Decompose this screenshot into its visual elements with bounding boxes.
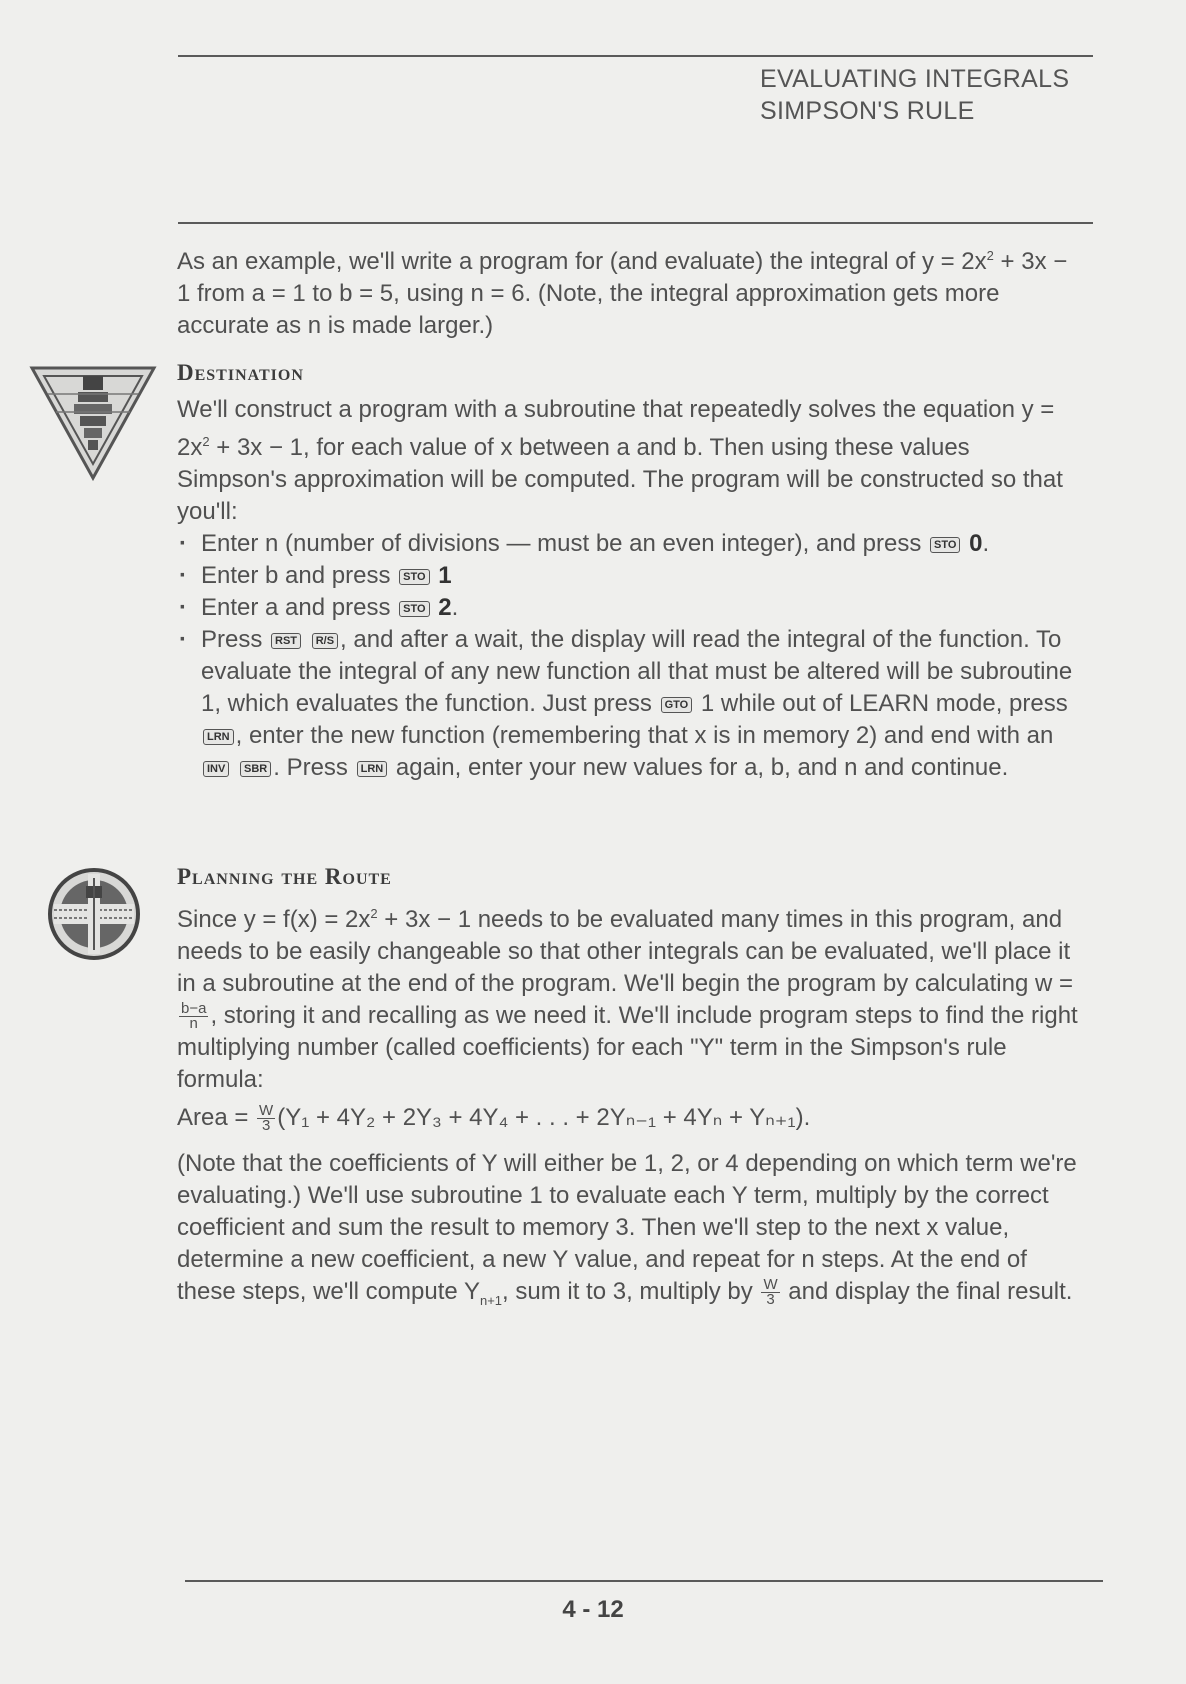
formula-fraction-denominator: 3 (261, 1117, 271, 1135)
bullet4-text-f: again, enter your new values for a, b, and n and continue. (389, 754, 1009, 781)
destination-paragraph (177, 394, 1082, 528)
bullet3-register: 2 (438, 594, 452, 621)
section-title-line2: SIMPSON'S RULE (760, 97, 975, 125)
planning-sup: 2 (370, 906, 378, 921)
planning2-text-c: and display the final result. (781, 1278, 1073, 1305)
w-fraction-denominator: n (189, 1015, 198, 1033)
header-bottom-rule (178, 222, 1093, 224)
w3-fraction-denominator: 3 (766, 1291, 775, 1309)
destination-text-b: + 3x − 1, for each value of x between a and b. Then using these values Simpson's approximation will be computed. The program will be constructed so that you'll: (177, 434, 1063, 525)
bullet4-text-d: , enter the new function (remembering that x is in memory 2) and end with an (235, 722, 1054, 749)
bullet2-text: Enter b and press (201, 562, 391, 589)
planning-text-a: Since y = f(x) = 2x (177, 906, 371, 933)
planning-text-c: , storing it and recalling as we need it. We'll include program steps to find the right multiplying number (called coefficients) for each "Y" term in the Simpson's rule formula: (177, 1002, 1078, 1093)
intro-sup: 2 (986, 248, 994, 263)
formula-lead: Area = (177, 1104, 256, 1131)
destination-steps-list (177, 528, 1082, 784)
bullet1-text: Enter n (number of divisions — must be an even integer), and press (201, 530, 922, 557)
destination-sup: 2 (202, 434, 210, 449)
bullet3-end: . (451, 594, 459, 621)
bullet4-text-b: , and after a wait, the display will read the integral of the function. To evaluate the integral of any new function all that must be altered will be subroutine 1, which evaluates the function. Just press (201, 626, 1073, 717)
formula-fraction (257, 1104, 275, 1133)
destination-text-a: We'll construct a program with a subroutine that repeatedly solves the equation y = 2x (177, 396, 1055, 461)
planning-paragraph-2 (177, 1148, 1082, 1317)
intro-paragraph (177, 240, 1082, 342)
w3-fraction-numerator: W (763, 1276, 778, 1294)
planning2-sub: n+1 (479, 1292, 503, 1308)
inv-key: INV (203, 761, 229, 777)
planning2-text-b: , sum it to 3, multiply by (502, 1278, 760, 1305)
destination-section (177, 360, 1082, 784)
sto-key: STO (399, 601, 429, 617)
intro-text-b: + 3x − 1 from a = 1 to b = 5, using n = 6. (Note, the integral approximation gets more accurate as n is made larger.) (177, 248, 1068, 339)
w-fraction-numerator: b−a (181, 1000, 207, 1018)
lrn-key: LRN (357, 761, 388, 777)
lrn-key: LRN (203, 729, 234, 745)
planning2-text-a: (Note that the coefficients of Y will either be 1, 2, or 4 depending on which term we're evaluating.) We'll use subroutine 1 to evaluate each Y term, multiply by the correct coefficient and sum the result to memory 3. Then we'll step to the next x value, determine a new coefficient, a new Y value, and repeat for n steps. At the end of these steps, we'll compute Y (177, 1150, 1077, 1305)
circle-map-icon (46, 866, 142, 967)
intro-block (177, 240, 1082, 342)
destination-heading: Destination (177, 360, 304, 385)
intro-text-a: As an example, we'll write a program for (and evaluate) the integral of y = 2x (177, 248, 987, 275)
bullet2-register: 1 (438, 562, 452, 589)
header-top-rule (178, 55, 1093, 57)
list-item (177, 560, 1082, 592)
sto-key: STO (399, 569, 429, 585)
bullet4-text-a: Press (201, 626, 263, 653)
list-item (177, 592, 1082, 624)
bullet1-register: 0 (969, 530, 983, 557)
run-stop-key: R/S (312, 633, 338, 649)
w-fraction (179, 1002, 208, 1031)
bullet4-text-e: . Press (273, 754, 348, 781)
section-title-line1: EVALUATING INTEGRALS (760, 65, 1070, 93)
gto-key: GTO (661, 697, 693, 713)
page-number: 4 - 12 (562, 1596, 624, 1623)
rst-key: RST (271, 633, 301, 649)
sto-key: STO (930, 537, 960, 553)
bullet1-end: . (982, 530, 990, 557)
planning-section (177, 864, 1082, 1317)
planning-heading: Planning the Route (177, 864, 392, 889)
footer-rule (185, 1580, 1103, 1582)
list-item (177, 528, 1082, 560)
triangle-signpost-icon (28, 364, 158, 487)
bullet3-text: Enter a and press (201, 594, 391, 621)
formula-fraction-numerator: W (259, 1102, 274, 1120)
w3-fraction (761, 1278, 779, 1307)
simpson-formula (177, 1102, 1082, 1134)
planning-paragraph (177, 898, 1082, 1096)
sbr-key: SBR (240, 761, 271, 777)
list-item (177, 624, 1082, 784)
bullet4-text-c: 1 while out of LEARN mode, press (694, 690, 1068, 717)
section-title (760, 63, 1069, 127)
planning-text-b: + 3x − 1 needs to be evaluated many times in this program, and needs to be easily changeable so that other integrals can be evaluated, we'll place it in a subroutine at the end of the program. We'll begin the program by calculating w = (177, 906, 1073, 997)
formula-body: (Y₁ + 4Y₂ + 2Y₃ + 4Y₄ + . . . + 2Yₙ₋₁ + 4Yₙ + Yₙ₊₁). (277, 1104, 811, 1131)
